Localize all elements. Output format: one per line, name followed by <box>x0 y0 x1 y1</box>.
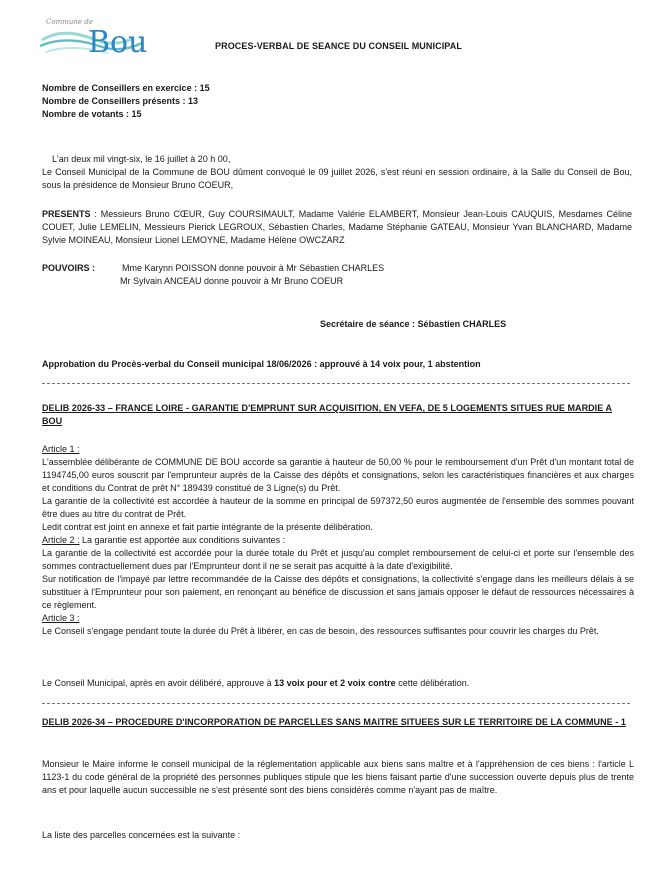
svg-text:Bou: Bou <box>88 25 148 60</box>
section-divider <box>42 383 630 384</box>
count-exercice: Nombre de Conseillers en exercice : 15 <box>42 83 210 93</box>
delib-2026-33-vote <box>42 677 469 690</box>
article-1-paragraph: Ledit contrat est joint en annexe et fait partie intégrante de la présente délibération. <box>42 522 373 532</box>
intro-convocation: Le Conseil Municipal de la Commune de BOU dûment convoqué le 09 juillet 2026, s'est réuni en session ordinaire, à la Salle du Conseil de Bou, sous la présidence de Monsieur Bruno COEUR, <box>42 167 632 190</box>
count-presents: Nombre de Conseillers présents : 13 <box>42 96 199 106</box>
approbation-pv: Approbation du Procès-verbal du Conseil municipal 18/06/2026 : approuvé à 14 voix pour, 1 abstention <box>42 359 481 369</box>
pouvoirs-label: POUVOIRS : <box>42 263 96 273</box>
section-divider <box>42 703 630 704</box>
delib-2026-33-body <box>42 443 634 638</box>
pouvoir-item: Mme Karynn POISSON donne pouvoir à Mr Sébastien CHARLES <box>122 263 385 273</box>
svg-text:Commune de: Commune de <box>46 18 93 26</box>
presents-label: PRESENTS <box>42 209 91 219</box>
article-1-label: Article 1 : <box>42 444 80 454</box>
commune-logo <box>36 10 156 62</box>
pouvoirs-list <box>122 262 602 288</box>
commune-logo-graphic <box>36 10 156 62</box>
article-1-paragraph: La garantie de la collectivité est accordée à hauteur de la somme en principal de 597372,50 euros augmentée de l'ensemble des sommes pouvant être dues au titre du contrat de Prêt. <box>42 496 634 519</box>
article-2-paragraph: La garantie de la collectivité est accordée pour la durée totale du Prêt et jusqu'au complet remboursement de celui-ci et porte sur l'ensemble des sommes contractuellement dues par l'Emprunteur dont il ne se serait pas acquitté à la date d'exigibilité. <box>42 548 634 571</box>
secretaire-seance: Secrétaire de séance : Sébastien CHARLES <box>320 319 507 329</box>
page-title: PROCES-VERBAL DE SEANCE DU CONSEIL MUNICIPAL <box>215 41 462 51</box>
delib-2026-34-parcelles-intro: La liste des parcelles concernées est la suivante : <box>42 830 241 840</box>
article-3-paragraph: Le Conseil s'engage pendant toute la durée du Prêt à libérer, en cas de besoin, des ressources suffisantes pour couvrir les charges du Prêt. <box>42 626 599 636</box>
article-1-paragraph: L'assemblée délibérante de COMMUNE DE BOU accorde sa garantie à hauteur de 50,00 % pour le remboursement d'un Prêt d'un montant total de 1194745,00 euros souscrit par l'emprunteur auprès de la Caisse des dépôts et consignations, selon les caractéristiques financières et aux charges et conditions du Contrat de prêt N° 189439 constitué de 3 Ligne(s) du Prêt. <box>42 457 634 493</box>
delib-2026-34-paragraph: Monsieur le Maire informe le conseil municipal de la réglementation applicable aux biens sans maître et à l'appréhension de ces biens : l'article L 1123-1 du code général de la propriété des personnes publiques stipule que les biens faisant partie d'une succession ouverte depuis plus de trente ans et pour laquelle aucun successible ne s'est présenté sont des biens considérés comme n'ayant pas de maître. <box>42 759 634 795</box>
presents-block <box>42 208 632 247</box>
presents-text: : Messieurs Bruno CŒUR, Guy COURSIMAULT, Madame Valérie ELAMBERT, Monsieur Jean-Louis CAUQUIS, Mesdames Céline COUET, Julie LEMELIN, Messieurs Pierick LEGROUX, Sébastien Charles, Madame Stéphanie GATEAU, Monsieur Yvan BLANCHARD, Madame Sylvie MOINEAU, Monsieur Lionel LEMOYNE, Madame Hélène OWCZARZ <box>42 209 632 245</box>
delib-2026-34-heading: DELIB 2026-34 – PROCEDURE D'INCORPORATION DE PARCELLES SANS MAITRE SITUEES SUR LE TERRITOIRE DE LA COMMUNE - 1 <box>42 717 626 727</box>
vote-text-end: cette délibération. <box>395 678 470 688</box>
intro-date: L'an deux mil vingt-six, le 16 juillet à 20 h 00, <box>52 154 231 164</box>
vote-result: 13 voix pour et 2 voix contre <box>274 678 396 688</box>
article-3-label: Article 3 : <box>42 613 80 623</box>
delib-2026-33-heading: DELIB 2026-33 – FRANCE LOIRE - GARANTIE D'EMPRUNT SUR ACQUISITION, EN VEFA, DE 5 LOGEMENTS SITUES RUE MARDIE A BOU <box>42 403 613 426</box>
article-2-intro: La garantie est apportée aux conditions suivantes : <box>79 535 286 545</box>
pouvoir-item: Mr Sylvain ANCEAU donne pouvoir à Mr Bruno COEUR <box>120 276 344 286</box>
vote-text: Le Conseil Municipal, après en avoir délibéré, approuve à <box>42 678 275 688</box>
article-2-label: Article 2 : <box>42 535 80 545</box>
count-votants: Nombre de votants : 15 <box>42 109 142 119</box>
intro-block <box>42 153 632 192</box>
article-2-paragraph: Sur notification de l'impayé par lettre recommandée de la Caisse des dépôts et consignations, la collectivité s'engage dans les meilleurs délais à se substituer à l'Emprunteur pour son paiement, en renonçant au bénéfice de discussion et sans jamais opposer le défaut de ressources nécessaires à ce règlement. <box>42 574 634 610</box>
counts-block <box>42 82 462 121</box>
